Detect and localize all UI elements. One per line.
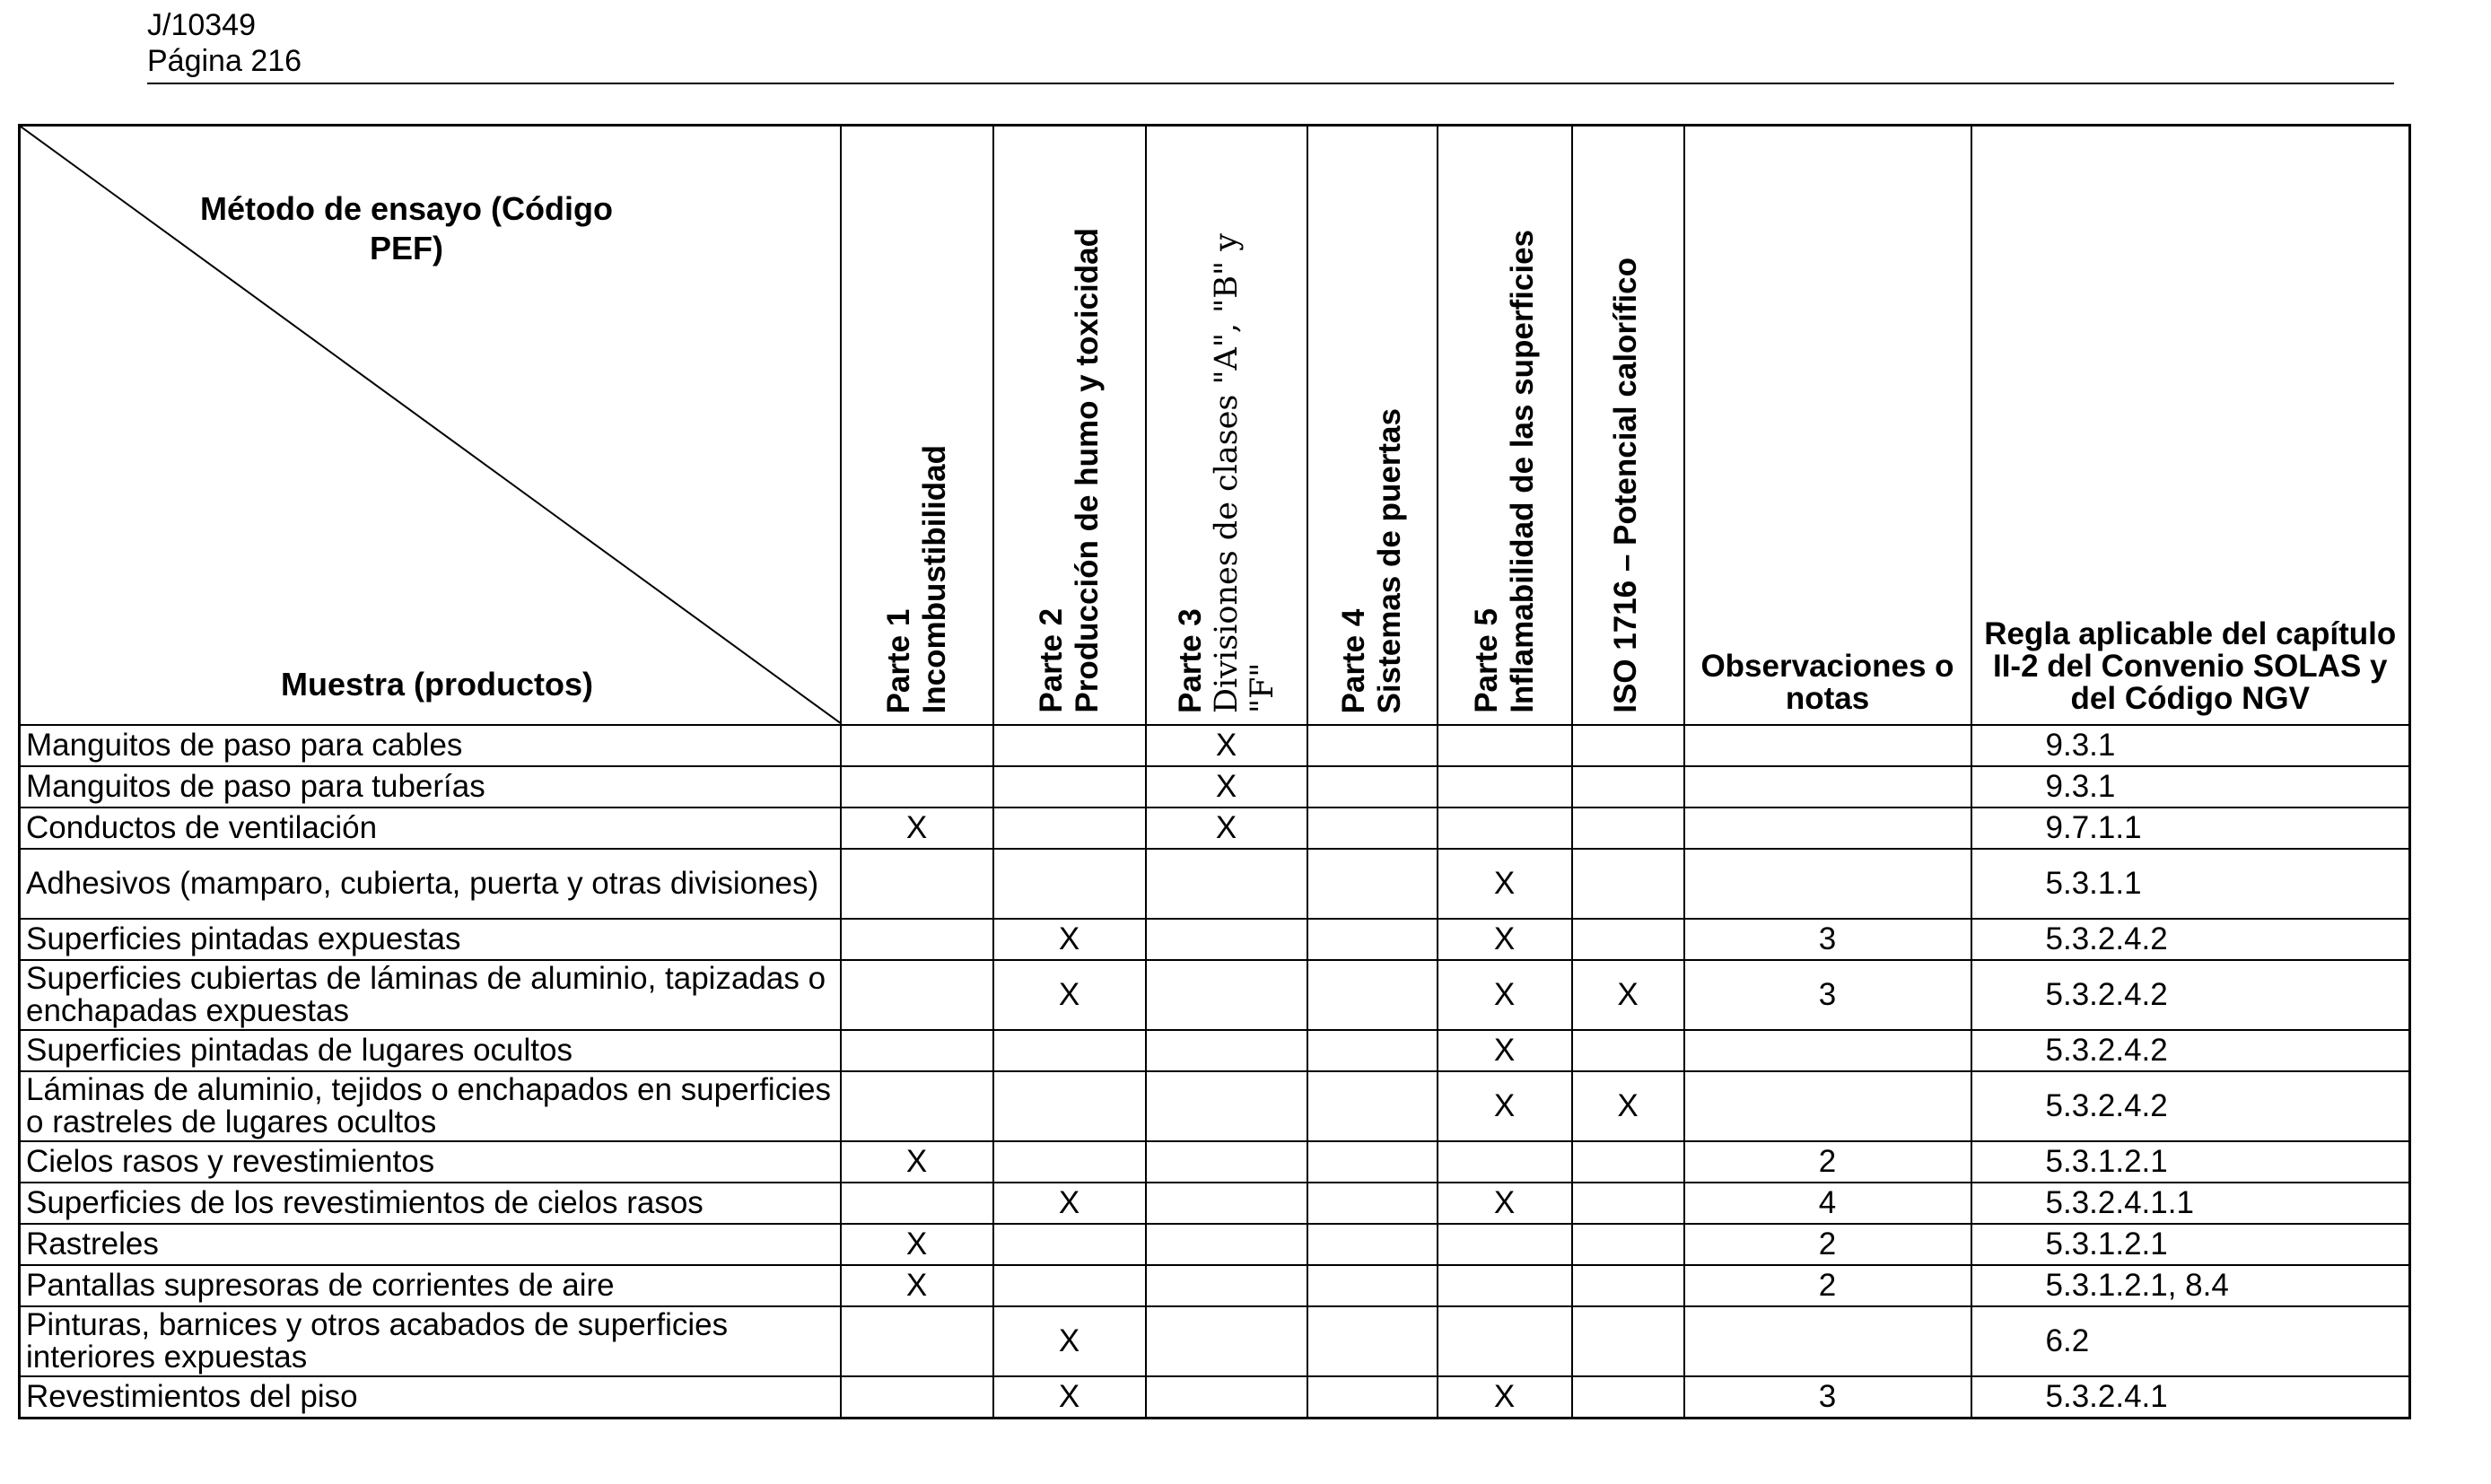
- column-header-part5: [1438, 126, 1572, 726]
- part5-mark: X: [1438, 849, 1572, 919]
- applicable-rule: 9.3.1: [1971, 725, 2410, 766]
- iso1716-mark: [1572, 725, 1684, 766]
- column-header-part3: [1146, 126, 1307, 726]
- part2-mark: [993, 849, 1146, 919]
- part5-mark: [1438, 807, 1572, 849]
- part5-mark: [1438, 1265, 1572, 1306]
- iso1716-mark: [1572, 766, 1684, 807]
- table-row: [20, 1141, 2410, 1183]
- product-cell: Pinturas, barnices y otros acabados de superficies interiores expuestas: [20, 1306, 841, 1376]
- method-title: Método de ensayo (Código PEF): [200, 190, 614, 266]
- applicable-rule: 5.3.2.4.1.1: [1971, 1183, 2410, 1224]
- product-cell: Manguitos de paso para cables: [20, 725, 841, 766]
- applicable-rule: 9.3.1: [1971, 766, 2410, 807]
- column-header-part2-part: Parte 2: [1033, 608, 1069, 713]
- part1-mark: [841, 960, 993, 1030]
- column-header-part4-part: Parte 4: [1336, 608, 1371, 713]
- column-header-part2: [993, 126, 1146, 726]
- observation-note: [1684, 1030, 1971, 1071]
- column-header-part4-name: Sistemas de puertas: [1372, 407, 1407, 713]
- test-methods-table: [18, 124, 2411, 1419]
- part4-mark: [1307, 1183, 1438, 1224]
- product-cell: Manguitos de paso para tuberías: [20, 766, 841, 807]
- document-reference: J/10349: [147, 8, 256, 42]
- observation-note: [1684, 1306, 1971, 1376]
- part4-mark: [1307, 960, 1438, 1030]
- product-cell: Pantallas supresoras de corrientes de aire: [20, 1265, 841, 1306]
- iso1716-mark: [1572, 1265, 1684, 1306]
- column-header-part3-name: Divisiones de clases "A", "B" y: [1208, 233, 1245, 713]
- part3-mark: X: [1146, 766, 1307, 807]
- part5-mark: [1438, 1306, 1572, 1376]
- product-cell: Superficies pintadas de lugares ocultos: [20, 1030, 841, 1071]
- applicable-rule: 5.3.1.2.1: [1971, 1141, 2410, 1183]
- part1-mark: [841, 1376, 993, 1418]
- part4-mark: [1307, 1265, 1438, 1306]
- applicable-rule: 5.3.2.4.1: [1971, 1376, 2410, 1418]
- part1-mark: [841, 1071, 993, 1141]
- iso1716-mark: [1572, 1030, 1684, 1071]
- table-row: [20, 807, 2410, 849]
- iso1716-mark: [1572, 1183, 1684, 1224]
- part2-mark: [993, 1224, 1146, 1265]
- column-header-part5-part: Parte 5: [1468, 608, 1504, 713]
- part5-mark: X: [1438, 1183, 1572, 1224]
- part5-mark: [1438, 725, 1572, 766]
- column-header-part1: [841, 126, 993, 726]
- part4-mark: [1307, 1306, 1438, 1376]
- observation-note: [1684, 849, 1971, 919]
- iso1716-mark: [1572, 1141, 1684, 1183]
- iso1716-mark: X: [1572, 960, 1684, 1030]
- part2-mark: X: [993, 1376, 1146, 1418]
- column-header-part3-name-cont: "F": [1244, 662, 1280, 713]
- part1-mark: [841, 766, 993, 807]
- product-cell: Láminas de aluminio, tejidos o enchapados en superficies o rastreles de lugares ocultos: [20, 1071, 841, 1141]
- product-cell: Superficies pintadas expuestas: [20, 919, 841, 960]
- applicable-rule: 5.3.1.1: [1971, 849, 2410, 919]
- part1-mark: [841, 849, 993, 919]
- part1-mark: [841, 1306, 993, 1376]
- part2-mark: [993, 725, 1146, 766]
- part5-mark: X: [1438, 1071, 1572, 1141]
- part1-mark: X: [841, 1141, 993, 1183]
- part1-mark: [841, 919, 993, 960]
- part2-mark: [993, 1265, 1146, 1306]
- product-cell: Rastreles: [20, 1224, 841, 1265]
- column-header-part2-name: Producción de humo y toxicidad: [1069, 228, 1105, 713]
- part3-mark: [1146, 1306, 1307, 1376]
- part3-mark: [1146, 1183, 1307, 1224]
- applicable-rule: 5.3.1.2.1: [1971, 1224, 2410, 1265]
- column-header-part3-part: Parte 3: [1172, 608, 1208, 713]
- page-number: Página 216: [147, 44, 302, 78]
- part3-mark: X: [1146, 725, 1307, 766]
- part5-mark: [1438, 766, 1572, 807]
- part5-mark: [1438, 1224, 1572, 1265]
- column-header-part5-name: Inflamabilidad de las superficies: [1504, 230, 1540, 713]
- table-header-row: [20, 126, 2410, 726]
- part4-mark: [1307, 1224, 1438, 1265]
- iso1716-mark: X: [1572, 1071, 1684, 1141]
- iso1716-mark: [1572, 1224, 1684, 1265]
- observation-note: 2: [1684, 1265, 1971, 1306]
- product-cell: Superficies de los revestimientos de cielos rasos: [20, 1183, 841, 1224]
- part3-mark: [1146, 1224, 1307, 1265]
- applicable-rule: 5.3.2.4.2: [1971, 1030, 2410, 1071]
- observation-note: [1684, 807, 1971, 849]
- part4-mark: [1307, 919, 1438, 960]
- observation-note: 2: [1684, 1224, 1971, 1265]
- product-cell: Adhesivos (mamparo, cubierta, puerta y otras divisiones): [20, 849, 841, 919]
- part5-mark: X: [1438, 1030, 1572, 1071]
- part4-mark: [1307, 849, 1438, 919]
- column-header-observations: Observaciones o notas: [1684, 126, 1971, 726]
- part2-mark: X: [993, 1183, 1146, 1224]
- part2-mark: X: [993, 1306, 1146, 1376]
- column-header-iso1716-name: ISO 1716 – Potencial calorífico: [1608, 258, 1643, 713]
- part4-mark: [1307, 1376, 1438, 1418]
- table-row: [20, 1183, 2410, 1224]
- header-rule: [147, 83, 2394, 84]
- part2-mark: [993, 1071, 1146, 1141]
- observation-note: 3: [1684, 919, 1971, 960]
- observation-note: [1684, 725, 1971, 766]
- observation-note: 3: [1684, 960, 1971, 1030]
- iso1716-mark: [1572, 919, 1684, 960]
- part3-mark: [1146, 849, 1307, 919]
- table-row: [20, 1265, 2410, 1306]
- applicable-rule: 6.2: [1971, 1306, 2410, 1376]
- part1-mark: [841, 725, 993, 766]
- applicable-rule: 5.3.2.4.2: [1971, 919, 2410, 960]
- part3-mark: [1146, 1071, 1307, 1141]
- column-header-rule: Regla aplicable del capítulo II-2 del Convenio SOLAS y del Código NGV: [1971, 126, 2410, 726]
- column-header-part4: [1307, 126, 1438, 726]
- table-row: [20, 1306, 2410, 1376]
- table-row: [20, 849, 2410, 919]
- product-cell: Cielos rasos y revestimientos: [20, 1141, 841, 1183]
- observation-note: [1684, 1071, 1971, 1141]
- part1-mark: [841, 1030, 993, 1071]
- part1-mark: [841, 1183, 993, 1224]
- part4-mark: [1307, 725, 1438, 766]
- product-cell: Revestimientos del piso: [20, 1376, 841, 1418]
- part2-mark: X: [993, 960, 1146, 1030]
- part3-mark: X: [1146, 807, 1307, 849]
- part4-mark: [1307, 807, 1438, 849]
- table-row: [20, 1071, 2410, 1141]
- column-header-part1-part: Parte 1: [880, 608, 916, 713]
- part3-mark: [1146, 919, 1307, 960]
- part1-mark: X: [841, 807, 993, 849]
- part3-mark: [1146, 1376, 1307, 1418]
- part2-mark: [993, 1030, 1146, 1071]
- table-row: [20, 1224, 2410, 1265]
- iso1716-mark: [1572, 849, 1684, 919]
- table-row: [20, 1376, 2410, 1418]
- iso1716-mark: [1572, 807, 1684, 849]
- applicable-rule: 5.3.1.2.1, 8.4: [1971, 1265, 2410, 1306]
- corner-header-cell: [20, 126, 841, 726]
- observation-note: [1684, 766, 1971, 807]
- part5-mark: X: [1438, 1376, 1572, 1418]
- part2-mark: X: [993, 919, 1146, 960]
- applicable-rule: 5.3.2.4.2: [1971, 1071, 2410, 1141]
- applicable-rule: 5.3.2.4.2: [1971, 960, 2410, 1030]
- table-row: [20, 725, 2410, 766]
- part5-mark: X: [1438, 919, 1572, 960]
- product-cell: Superficies cubiertas de láminas de aluminio, tapizadas o enchapadas expuestas: [20, 960, 841, 1030]
- applicable-rule: 9.7.1.1: [1971, 807, 2410, 849]
- column-header-part1-name: Incombustibilidad: [916, 444, 952, 713]
- observation-note: 4: [1684, 1183, 1971, 1224]
- part3-mark: [1146, 1265, 1307, 1306]
- part2-mark: [993, 807, 1146, 849]
- product-cell: Conductos de ventilación: [20, 807, 841, 849]
- part4-mark: [1307, 1071, 1438, 1141]
- part3-mark: [1146, 1030, 1307, 1071]
- part4-mark: [1307, 766, 1438, 807]
- table-row: [20, 919, 2410, 960]
- sample-title: Muestra (productos): [281, 666, 594, 703]
- part3-mark: [1146, 960, 1307, 1030]
- iso1716-mark: [1572, 1306, 1684, 1376]
- table-row: [20, 960, 2410, 1030]
- table-row: [20, 1030, 2410, 1071]
- column-header-iso1716: [1572, 126, 1684, 726]
- part5-mark: [1438, 1141, 1572, 1183]
- part4-mark: [1307, 1030, 1438, 1071]
- part1-mark: X: [841, 1224, 993, 1265]
- part3-mark: [1146, 1141, 1307, 1183]
- iso1716-mark: [1572, 1376, 1684, 1418]
- table-row: [20, 766, 2410, 807]
- observation-note: 2: [1684, 1141, 1971, 1183]
- part1-mark: X: [841, 1265, 993, 1306]
- part4-mark: [1307, 1141, 1438, 1183]
- part2-mark: [993, 766, 1146, 807]
- observation-note: 3: [1684, 1376, 1971, 1418]
- part2-mark: [993, 1141, 1146, 1183]
- part5-mark: X: [1438, 960, 1572, 1030]
